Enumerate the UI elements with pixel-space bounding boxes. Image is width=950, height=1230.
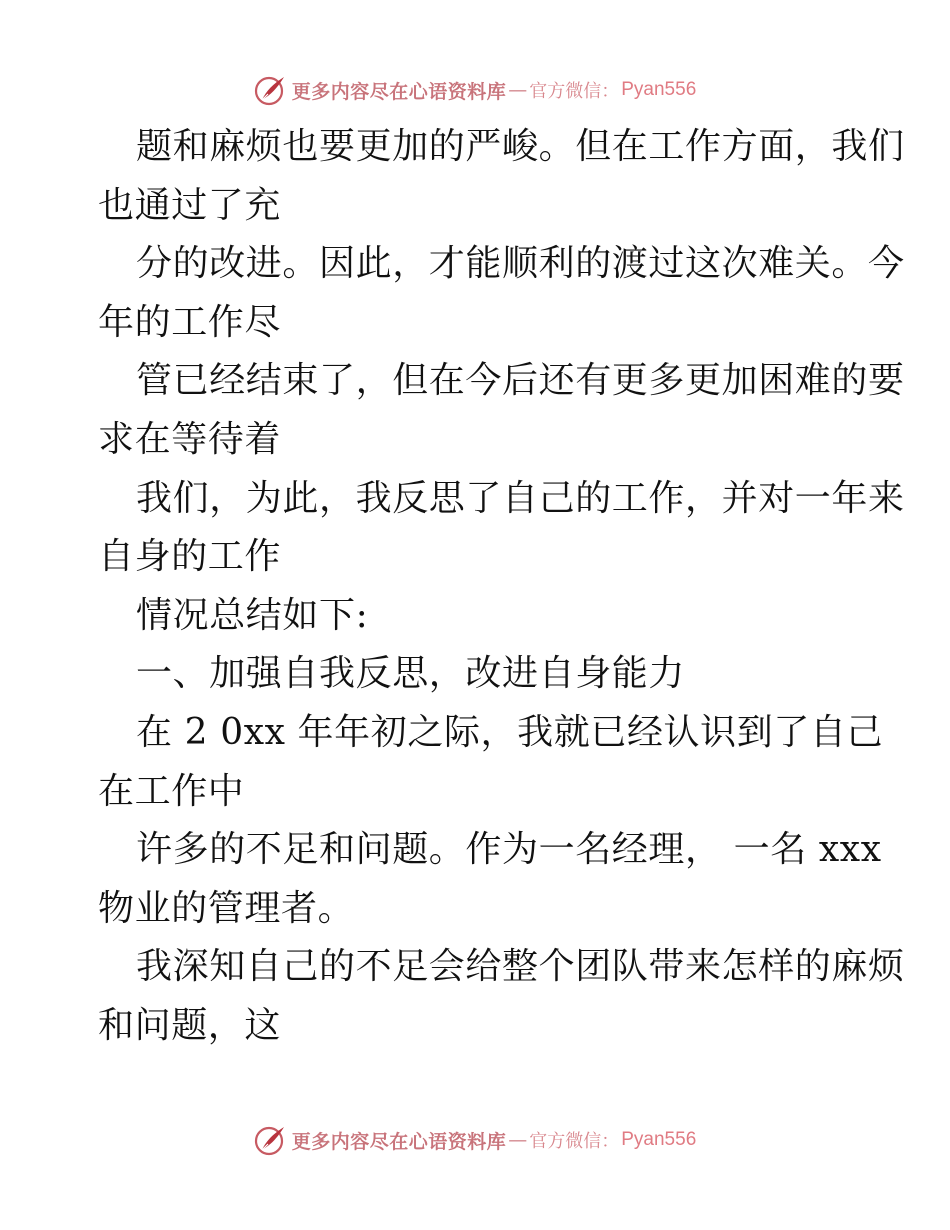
text-line: 许多的不足和问题。作为一名经理， 一名 xxx [136,829,882,871]
text-line: 情况总结如下: [136,594,369,636]
text-line: 管已经结束了，但在今后还有更多更加困难的要 [136,360,905,402]
text-line: 也通过了充 [98,184,282,226]
text-line: 分的改进。因此，才能顺利的渡过这次难关。今 [136,243,905,285]
footer-banner [0,1120,950,1160]
text-line: 物业的管理者。 [98,887,355,929]
header-banner [0,70,950,110]
text-line: 题和麻烦也要更加的严峻。但在工作方面，我们 [136,126,905,167]
text-line: 年的工作尽 [98,301,282,343]
text-line: 在工作中 [98,770,245,812]
feather-quill-icon [254,1123,288,1157]
footer-brand-text: 更多内容尽在心语资料库 [291,1130,507,1153]
text-line: 在 2 0xx 年年初之际，我就已经认识到了自己 [136,711,884,753]
text-line: 一、加强自我反思，改进自身能力 [136,653,686,695]
footer-wechat-id: Pyan556 [621,1129,697,1150]
feather-quill-icon [254,73,288,107]
footer-separator: — [508,1129,528,1151]
header-wechat-id: Pyan556 [621,79,697,100]
footer-wechat-label: 官方微信： [529,1131,620,1152]
header-separator: — [508,79,528,101]
text-line: 我们，为此，我反思了自己的工作，并对一年来 [136,477,905,519]
header-brand-text: 更多内容尽在心语资料库 [291,80,507,103]
text-line: 和问题，这 [98,1004,282,1046]
text-line: 求在等待着 [98,418,282,460]
document-body [98,118,905,1056]
text-line: 我深知自己的不足会给整个团队带来怎样的麻烦 [136,946,905,988]
header-wechat-label: 官方微信： [529,81,620,102]
text-line: 自身的工作 [98,536,282,578]
